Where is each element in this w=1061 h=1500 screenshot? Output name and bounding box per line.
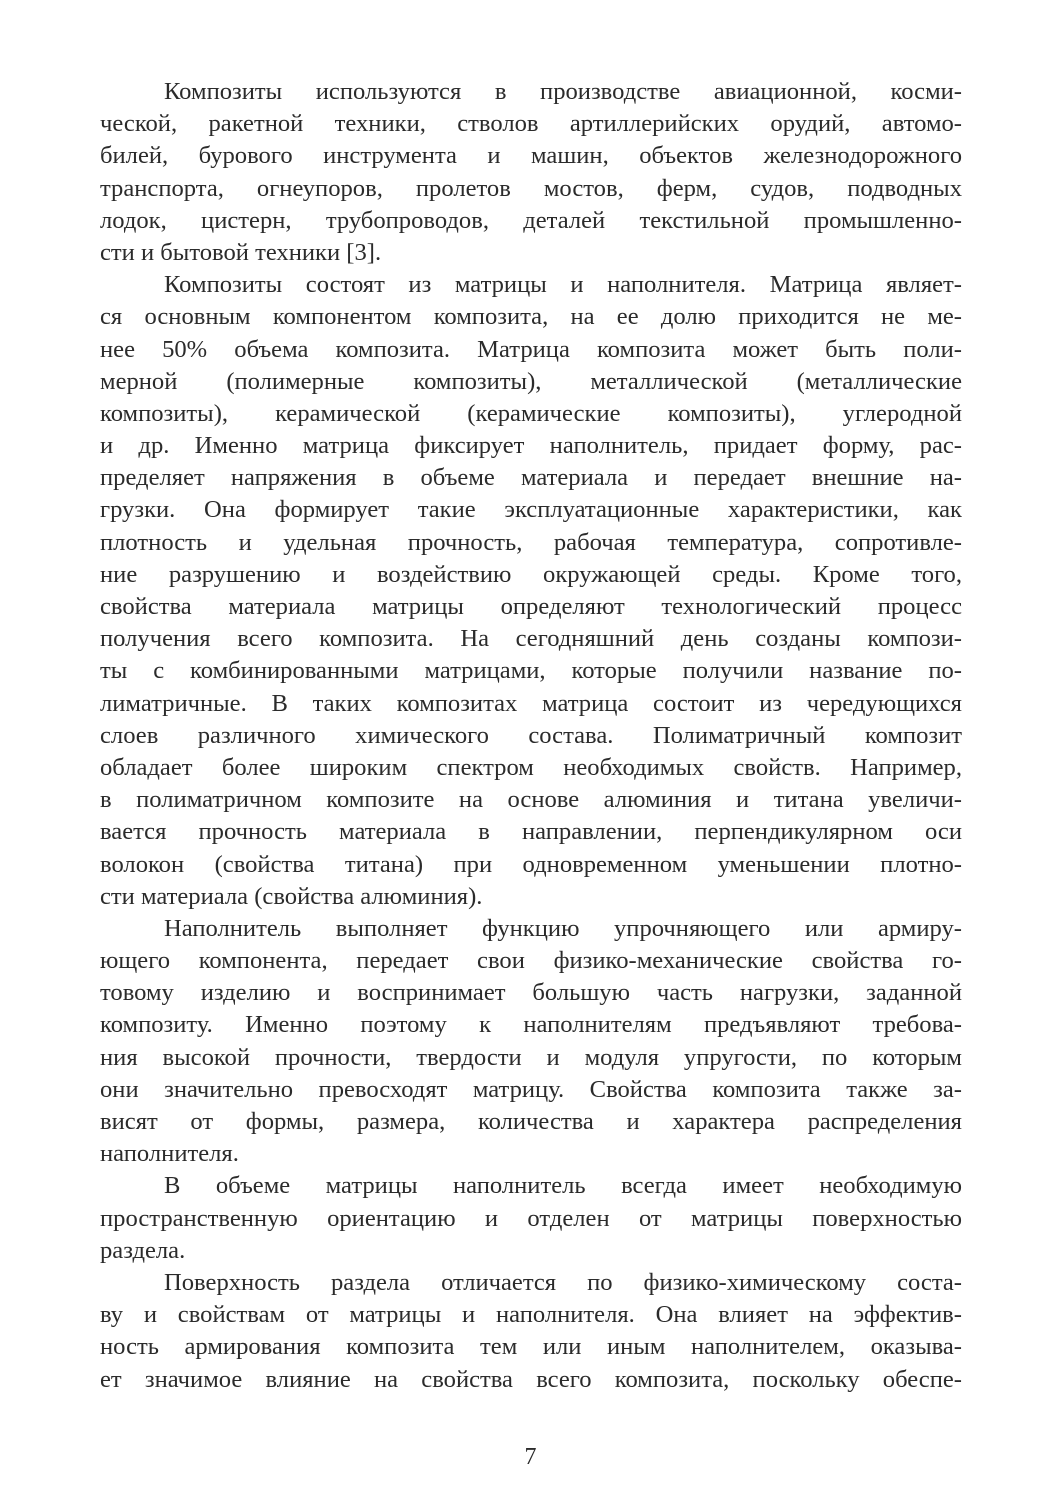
- text-line: Композиты используются в производстве авиационной, косми-: [164, 78, 962, 105]
- text-line: они значительно превосходят матрицу. Свойства композита также за-: [100, 1075, 962, 1103]
- text-line: Поверхность раздела отличается по физико-химическому соста-: [164, 1268, 962, 1296]
- text-line: товому изделию и воспринимает большую часть нагрузки, заданной: [100, 979, 962, 1007]
- text-line: ние разрушению и воздействию окружающей среды. Кроме того,: [100, 560, 962, 588]
- paragraph-filler: [100, 913, 962, 1171]
- text-line: билей, бурового инструмента и машин, объектов железнодорожного: [100, 142, 962, 170]
- text-line: ческой, ракетной техники, стволов артиллерийских орудий, автомо-: [100, 110, 962, 138]
- paragraph-orientation: [100, 1170, 962, 1267]
- paragraph-applications: [100, 76, 962, 269]
- paragraph-interface: [100, 1267, 962, 1396]
- text-line: Композиты состоят из матрицы и наполнителя. Матрица являет-: [164, 271, 962, 299]
- text-line: пространственную ориентацию и отделен от матрицы поверхностью: [100, 1204, 962, 1232]
- text-line: сти и бытовой техники [3].: [100, 238, 382, 266]
- text-line: транспорта, огнеупоров, пролетов мостов, ферм, судов, подводных: [100, 174, 962, 202]
- text-line: пределяет напряжения в объеме материала и передает внешние на-: [100, 464, 962, 492]
- page-number: 7: [524, 1444, 537, 1470]
- text-line: свойства материала матрицы определяют технологический процесс: [100, 593, 962, 620]
- text-line: в полиматричном композите на основе алюминия и титана увеличи-: [100, 786, 962, 814]
- text-line: наполнителя.: [100, 1140, 239, 1168]
- text-line: мерной (полимерные композиты), металлической (металлические: [100, 367, 962, 395]
- text-line: лодок, цистерн, трубопроводов, деталей текстильной промышленно-: [100, 206, 962, 234]
- text-line: вается прочность материала в направлении, перпендикулярном оси: [100, 818, 962, 846]
- text-line: ность армирования композита тем или иным наполнителем, оказыва-: [100, 1333, 962, 1361]
- text-line: композиту. Именно поэтому к наполнителям предъявляют требова-: [100, 1011, 962, 1039]
- text-line: нее 50% объема композита. Матрица композита может быть поли-: [100, 335, 962, 363]
- text-line: ву и свойствам от матрицы и наполнителя. Она влияет на эффектив-: [100, 1301, 962, 1329]
- text-line: слоев различного химического состава. Полиматричный композит: [100, 721, 962, 749]
- text-line: висят от формы, размера, количества и характера распределения: [100, 1108, 962, 1135]
- text-line: волокон (свойства титана) при одновременном уменьшении плотно-: [100, 850, 962, 878]
- text-line: плотность и удельная прочность, рабочая температура, сопротивле-: [100, 528, 962, 556]
- text-line: В объеме матрицы наполнитель всегда имеет необходимую: [164, 1172, 962, 1200]
- text-line: и др. Именно матрица фиксирует наполнитель, придает форму, рас-: [100, 432, 962, 460]
- text-line: ет значимое влияние на свойства всего композита, поскольку обеспе-: [100, 1365, 962, 1393]
- text-line: композиты), керамической (керамические композиты), углеродной: [100, 399, 962, 427]
- text-line: ты с комбинированными матрицами, которые получили название по-: [100, 657, 962, 685]
- text-line: получения всего композита. На сегодняшний день созданы компози-: [100, 625, 962, 653]
- text-line: ся основным компонентом композита, на ее долю приходится не ме-: [100, 303, 962, 331]
- body-text: [100, 76, 962, 1396]
- text-line: ющего компонента, передает свои физико-механические свойства го-: [100, 947, 962, 975]
- paragraph-matrix: [100, 269, 962, 913]
- text-line: раздела.: [100, 1236, 186, 1264]
- text-line: Наполнитель выполняет функцию упрочняющего или армиру-: [164, 914, 962, 942]
- text-line: обладает более широким спектром необходимых свойств. Например,: [100, 753, 962, 781]
- text-line: ния высокой прочности, твердости и модуля упругости, по которым: [100, 1043, 962, 1071]
- text-line: лиматричные. В таких композитах матрица состоит из чередующихся: [100, 689, 962, 717]
- text-line: грузки. Она формирует такие эксплуатационные характеристики, как: [100, 496, 962, 524]
- text-line: сти материала (свойства алюминия).: [100, 882, 483, 910]
